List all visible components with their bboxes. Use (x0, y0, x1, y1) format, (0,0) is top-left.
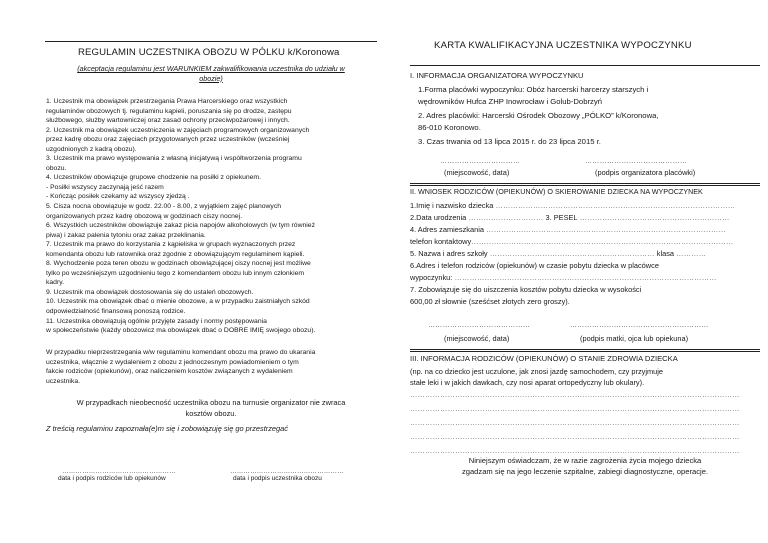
parents-contact-field[interactable]: …………………………………………………………………………………………… (452, 273, 717, 282)
rule-line: - Posiłki wszyscy zaczynają jeść razem (46, 183, 164, 191)
absence-note: W przypadkach nieobecność uczestnika obozu na turnusie organizator nie zwraca kosztów obozu. (76, 398, 346, 418)
section1-rule (410, 65, 760, 66)
organizer-signature-field[interactable]: …………………………………… (585, 158, 688, 165)
rule-line: 2. Uczestnik ma obowiązek uczestniczenia w zajęciach programowych organizowanych (46, 126, 310, 134)
consent-declaration: Niniejszym oświadczam, że w razie zagrożenia życia mojego dziecka zgadzam się na jego leczenie szpitalne, zabiegi diagnostyczne, operacje. (461, 456, 709, 476)
top-rule (45, 41, 377, 42)
rule-line: odpowiedzialność finansową ponoszą rodzice. (46, 308, 186, 316)
section2-heading: II. WNIOSEK RODZICÓW (OPIEKUNÓW) O SKIEROWANIE DZIECKA NA WYPOCZYNEK (410, 187, 703, 196)
section1-heading: I. INFORMACJA ORGANIZATORA WYPOCZYNKU (410, 71, 584, 80)
rule-line: kadry. (46, 279, 65, 287)
rule-line: 4. Uczestników obowiązuje grupowe chodzenie na posiłki z opiekunem. (46, 174, 261, 182)
organizer-date-field[interactable]: …………………………… (440, 158, 521, 165)
rule-line: regulaminów obozowych tj. regulaminu kąpieli, poruszania się po drodze, zastępu (46, 107, 292, 115)
rules-list (46, 97, 376, 336)
payment-line: 7. Zobowiązuje się do uiszczenia kosztów pobytu dziecka w wysokości (410, 285, 642, 294)
phone-row: telefon kontaktowy…………………………………………………………………………………………… (410, 237, 734, 246)
section3-heading: III. INFORMACJA RODZICÓW (OPIEKUNÓW) O STANIE ZDROWIA DZIECKA (410, 354, 678, 363)
participant-signature-field[interactable]: …………………………………………… (230, 468, 344, 475)
rule-line: uzgodnionych z kadrą obozu). (46, 145, 137, 153)
rule-line: przez kadrę obozu oraz zajęciach przygotowanych przez uczestników (wcześniej (46, 136, 290, 144)
parents-contact-line: 6.Adres i telefon rodziców (opiekunów) w czasie pobytu dziecka w placówce (410, 261, 659, 270)
rule-line: 1. Uczestnik ma obowiązek przestrzegania Prawa Harcerskiego oraz wszystkich (46, 98, 288, 105)
address-row: 4. Adres zamieszkania …………………………………………………………………………………… (410, 225, 726, 234)
regulamin-title: REGULAMIN UCZESTNIKA OBOZU W PÓLKU k/Koronowa (78, 47, 340, 58)
rule-line: 9. Uczestnik ma obowiązek dostosowania się do ustaleń obozowych. (46, 288, 254, 296)
address-field[interactable]: …………………………………………………………………………………… (483, 225, 726, 234)
pesel-field[interactable]: …………………………………………………… (577, 213, 730, 222)
rule-line: 6. Wszystkich uczestników obowiązuje zakaz picia napojów alkoholowych (w tym również (46, 222, 315, 230)
rule-line: 8. Wychodzenie poza teren obozu w godzinach obowiązującej ciszy nocnej jest możliwe (46, 260, 311, 268)
payment-amount: 600,00 zł słownie (sześćset złotych zero groszy). (410, 297, 570, 306)
dob-pesel-row: 2.Data urodzenia ………………………… 3. PESEL …………………………………………………… (410, 213, 730, 222)
parent-date-field[interactable]: …………………………………… (428, 322, 531, 329)
health-line-field[interactable]: …………………………………………………………………………………………………………………… (410, 404, 740, 413)
rule-line: 3. Uczestnik ma prawo występowania z własną inicjatywą i współtworzenia programu (46, 155, 302, 163)
parent-signature-field[interactable]: …………………………………………… (62, 468, 176, 475)
school-field[interactable]: ………………………………………………………… (487, 249, 657, 258)
class-field[interactable]: ………… (674, 249, 707, 258)
phone-field[interactable]: …………………………………………………………………………………………… (471, 237, 734, 246)
placement-form: 1.Forma placówki wypoczynku: Obóz harcerski harcerzy starszych i (418, 85, 649, 94)
rule-line: - Kończąc posiłek czekamy aż wszyscy zjedzą . (46, 193, 190, 201)
rule-line: komendanta obozu lub ratownika oraz zgodnie z obowiązującym regulaminem kąpieli. (46, 250, 305, 258)
parent-date-label: (miejscowość, data) (444, 334, 510, 343)
parents-contact-row: wypoczynku: …………………………………………………………………………………………… (410, 273, 717, 282)
rule-line: 5. Cisza nocna obowiązuje w godz. 22.00 - 8.00, z wyjątkiem zajęć planowych (46, 203, 281, 211)
parent-signature-field-2[interactable]: ………………………………………………… (570, 322, 709, 329)
stay-duration: 3. Czas trwania od 13 lipca 2015 r. do 23 lipca 2015 r. (418, 137, 601, 146)
health-line-field[interactable]: …………………………………………………………………………………………………………………… (410, 432, 740, 441)
school-row: 5. Nazwa i adres szkoły ………………………………………………………… klasa ………… (410, 249, 707, 258)
child-name-row: 1.Imię i nazwisko dziecka …………………………………………………………………………………… (410, 201, 736, 210)
karta-title: KARTA KWALIFIKACYJNA UCZESTNIKA WYPOCZYNKU (434, 40, 692, 51)
section3-rule (410, 349, 760, 352)
rule-line: 10. Uczestnik ma obowiązek dbać o mienie obozowe, a w przypadku zaistniałych szkód (46, 298, 310, 306)
dob-field[interactable]: ………………………… (466, 213, 546, 222)
section2-rule (410, 183, 760, 186)
health-line-field[interactable]: …………………………………………………………………………………………………………………… (410, 390, 740, 399)
rule-line: w społeczeństwie (każdy obozowicz ma obowiązek dbać o DOBRE IMIĘ swojego obozu). (46, 327, 316, 335)
participant-signature-label: data i podpis uczestnika obozu (233, 475, 322, 482)
child-name-field[interactable]: …………………………………………………………………………………… (493, 201, 736, 210)
parent-signature-label-2: (podpis matki, ojca lub opiekuna) (580, 334, 689, 343)
health-instructions: (np. na co dziecko jest uczulone, jak znosi jazdę samochodem, czy przyjmuje (410, 367, 664, 376)
placement-form-cont: wędrowników Hufca ZHP Inowrocław i Golub-Dobrzyń (418, 97, 603, 106)
organizer-signature-label: (podpis organizatora placówki) (595, 168, 696, 177)
rule-line: służbowego, służby wartowniczej oraz zasad ochrony przeciwpożarowej i innych. (46, 117, 290, 125)
organizer-date-label: (miejscowość, data) (444, 168, 510, 177)
karta-page (384, 0, 768, 543)
rule-line: 11. Uczestnika obowiązują ogólnie przyjęte zasady i normy postępowania (46, 317, 267, 325)
rule-line: piwa) i zakaz palenia tytoniu oraz zakaz przeklinania. (46, 231, 206, 239)
rule-line: tylko po wcześniejszym uzgodnieniu tego z komendantem obozu lub innym członkiem (46, 269, 305, 277)
health-line-field[interactable]: …………………………………………………………………………………………………………………… (410, 446, 740, 455)
penalty-paragraph: W przypadku nieprzestrzegania w/w regulaminu komendant obozu ma prawo do ukarania uczestnika, włącznie z wydaleniem z obozu z jednoczesnym powiadomieniem o tym fakcie rodziców (opiekunów), oraz naliczeniem kosztów związanych z wydaleniem uczestnika. (46, 349, 316, 385)
acknowledgement-text: Z treścią regulaminu zapoznała(e)m się i zobowiązuję się go przestrzegać (46, 424, 288, 433)
rule-line: 7. Uczestnik ma prawo do korzystania z kąpieliska w grupach wyznaczonych przez (46, 241, 296, 249)
health-line-field[interactable]: …………………………………………………………………………………………………………………… (410, 418, 740, 427)
placement-address: 2. Adres placówki: Harcerski Ośrodek Obozowy „PÓLKO” k/Koronowa, (418, 111, 659, 120)
placement-address-cont: 86-010 Koronowo. (418, 123, 481, 132)
parent-signature-label: data i podpis rodziców lub opiekunów (58, 475, 166, 482)
health-instructions-cont: stałe leki i w jakich dawkach, czy nosi aparat ortopedyczny lub okulary). (410, 378, 645, 387)
rule-line: organizowanych przez kadrę obozową w godzinach ciszy nocnej. (46, 212, 243, 220)
regulamin-subtitle: (akceptacja regulaminu jest WARUNKIEM zakwalifikowania uczestnika do udziału w obozie) (77, 64, 345, 83)
rule-line: obozu. (46, 164, 67, 172)
